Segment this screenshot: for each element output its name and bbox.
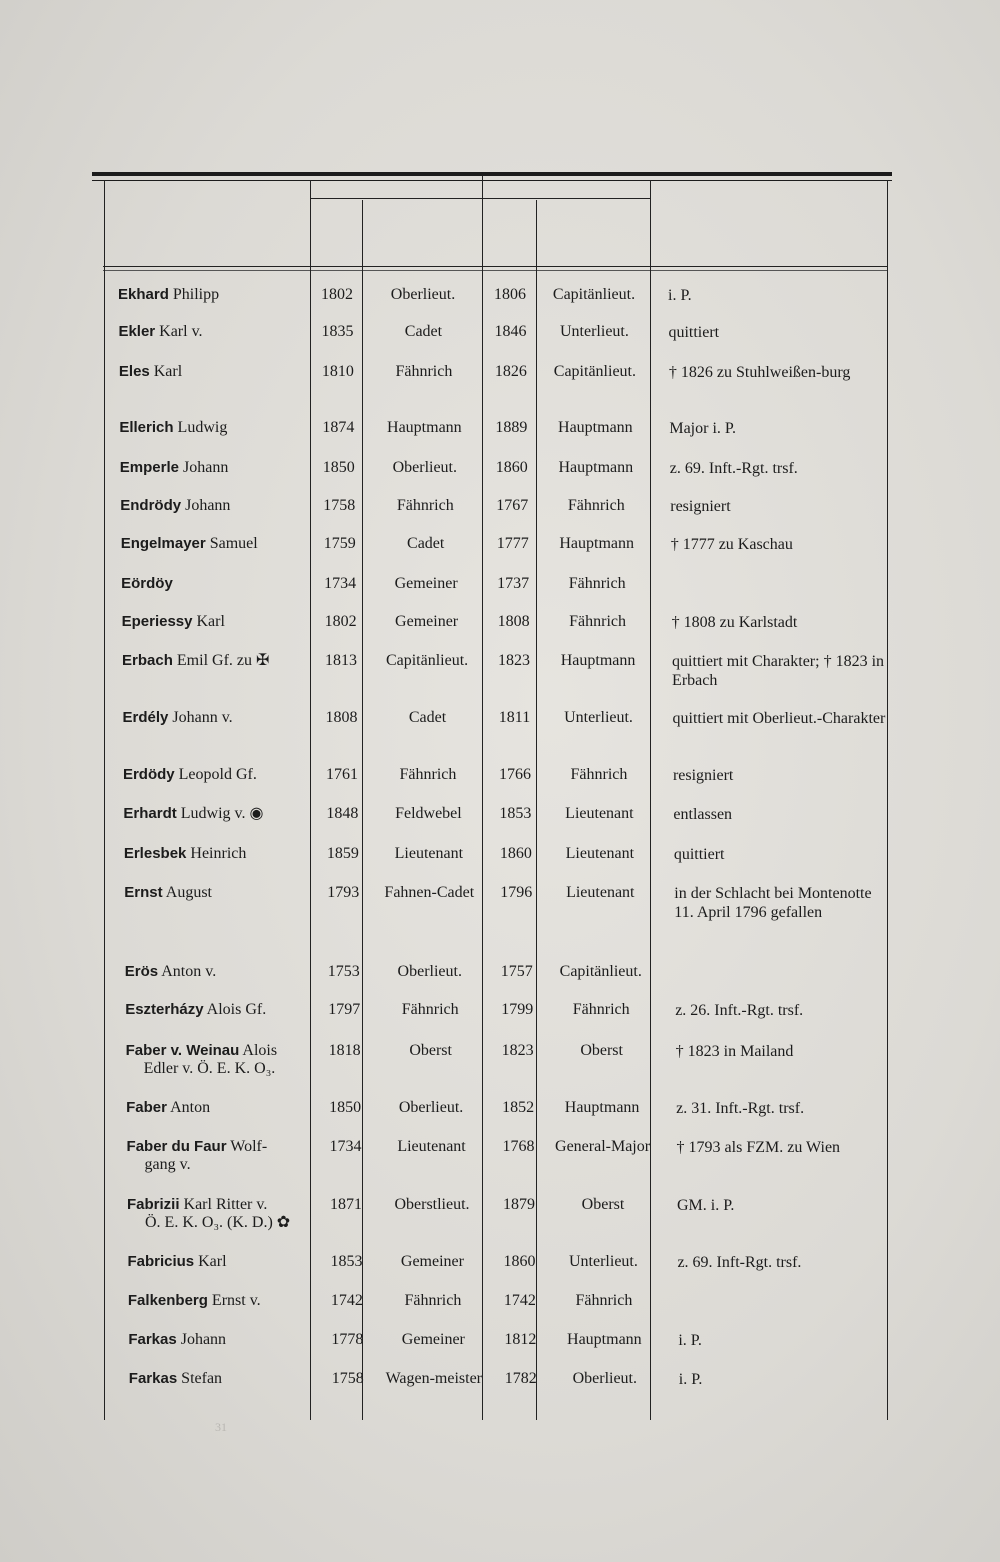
- table-top-rule: [92, 172, 892, 176]
- year-entered: 1742: [330, 1291, 363, 1309]
- rank-entered: Oberlieut.: [397, 963, 462, 980]
- officer-name: [121, 535, 258, 553]
- year-left: 1806: [494, 286, 526, 303]
- year-entered: 1797: [328, 1001, 361, 1019]
- year-left: 1853: [499, 804, 532, 822]
- surname: Ekler: [118, 323, 156, 341]
- remark: entlassen: [673, 805, 733, 823]
- name-continuation: Ö. E. K. O₃. (K. D.) ✿: [145, 1214, 291, 1231]
- rank-left: Hauptmann: [558, 419, 633, 437]
- surname: Erlesbek: [123, 845, 187, 863]
- rank-left: Lieutenant: [565, 845, 635, 863]
- rank-entered: Fähnrich: [401, 1001, 459, 1019]
- remark: z. 31. Inft.-Rgt. trsf.: [676, 1100, 805, 1118]
- officer-name: [123, 709, 233, 727]
- remark: in der Schlacht bei Montenotte 11. April 1796 gefallen: [674, 884, 872, 921]
- given-name: Heinrich: [186, 845, 247, 863]
- officer-name: [118, 286, 219, 304]
- year-entered: 1734: [324, 574, 357, 592]
- remark: z. 69. Inft.-Rgt. trsf.: [669, 459, 798, 477]
- surname: Eperiessy: [121, 613, 193, 631]
- rank-entered: Oberst: [409, 1041, 452, 1059]
- year-entered: 1835: [321, 323, 354, 341]
- year-entered: 1793: [327, 883, 360, 901]
- remark: i. P.: [678, 1370, 703, 1388]
- year-left: 1852: [502, 1099, 535, 1117]
- given-name: Ludwig v. ◉: [176, 804, 264, 822]
- officer-name: [127, 1253, 226, 1271]
- year-entered: 1753: [327, 963, 360, 980]
- year-entered: 1874: [322, 419, 355, 437]
- col-line-right: [887, 180, 888, 1420]
- year-left: 1826: [494, 362, 527, 380]
- surname: Endrödy: [120, 497, 182, 514]
- header-bottom-rule: [103, 266, 888, 267]
- surname: Ellerich: [119, 419, 174, 437]
- officer-name: [126, 1042, 277, 1078]
- officer-name: [123, 805, 263, 823]
- given-name: Anton: [166, 1099, 211, 1117]
- remark: z. 26. Inft.-Rgt. trsf.: [675, 1002, 804, 1020]
- year-entered: 1758: [331, 1369, 364, 1387]
- given-name: Anton v.: [158, 963, 217, 980]
- surname: Fabricius: [127, 1253, 195, 1271]
- rank-left: Fähnrich: [568, 574, 626, 592]
- col-line-left: [104, 180, 105, 1420]
- officer-name: [122, 652, 269, 670]
- col-line-name: [310, 180, 311, 1420]
- rank-left: Unterlieut.: [569, 1253, 638, 1271]
- surname: Faber: [126, 1099, 167, 1117]
- surname: Falkenberg: [127, 1291, 208, 1309]
- rank-left: Unterlieut.: [560, 323, 629, 341]
- officer-name: [129, 1370, 222, 1388]
- year-entered: 1871: [330, 1196, 362, 1213]
- officer-name: [128, 1331, 226, 1349]
- year-entered: 1808: [325, 709, 358, 726]
- year-left: 1823: [501, 1041, 534, 1059]
- year-entered: 1813: [325, 651, 358, 669]
- year-left: 1846: [494, 323, 527, 341]
- year-entered: 1848: [326, 804, 359, 822]
- remark: † 1823 in Mailand: [675, 1042, 794, 1060]
- remark: † 1777 zu Kaschau: [670, 536, 793, 554]
- officer-name: [127, 1138, 268, 1174]
- officer-name: [118, 323, 202, 341]
- given-name: Karl Ritter v.: [179, 1196, 268, 1213]
- surname: Ernst: [124, 883, 163, 901]
- year-left: 1742: [503, 1291, 536, 1309]
- rank-entered: Cadet: [404, 323, 443, 341]
- remark: GM. i. P.: [677, 1197, 735, 1214]
- rank-left: Hauptmann: [564, 1099, 640, 1117]
- rank-entered: Oberstlieut.: [394, 1196, 470, 1213]
- given-name: Emil Gf. zu ✠: [172, 651, 270, 669]
- rank-entered: Fähnrich: [396, 497, 454, 514]
- given-name: Stefan: [177, 1369, 223, 1387]
- given-name: Ludwig: [173, 419, 228, 437]
- officer-name: [127, 1196, 290, 1232]
- name-continuation: Edler v. Ö. E. K. O₃.: [143, 1059, 276, 1077]
- year-left: 1879: [503, 1196, 535, 1213]
- rank-entered: Gemeiner: [401, 1331, 465, 1349]
- surname: Faber v. Weinau: [125, 1041, 240, 1059]
- year-entered: 1859: [326, 845, 359, 863]
- rank-left: Oberlieut.: [572, 1369, 637, 1387]
- rank-entered: Fähnrich: [395, 362, 453, 380]
- year-entered: 1818: [328, 1041, 361, 1059]
- rank-left: Capitänlieut.: [559, 963, 642, 980]
- remark: quittiert: [668, 324, 720, 342]
- year-left: 1777: [496, 535, 529, 553]
- given-name: Alois Gf.: [203, 1001, 267, 1019]
- year-entered: 1778: [331, 1331, 364, 1349]
- given-name: Leopold Gf.: [174, 766, 257, 784]
- rank-left: Oberst: [580, 1041, 623, 1059]
- year-left: 1782: [504, 1369, 537, 1387]
- officer-name: [121, 575, 173, 593]
- surname: Erdödy: [122, 766, 175, 784]
- rank-left: Oberst: [581, 1196, 625, 1213]
- year-entered: 1758: [323, 497, 356, 514]
- rank-entered: Oberlieut.: [392, 458, 457, 476]
- header-group-rule: [310, 198, 650, 199]
- rank-entered: Gemeiner: [395, 613, 459, 631]
- rank-entered: Lieutenant: [397, 1137, 466, 1155]
- table-top-rule-thin: [92, 180, 892, 181]
- given-name: Karl: [149, 362, 183, 380]
- year-left: 1889: [495, 419, 528, 437]
- surname: Farkas: [128, 1369, 178, 1387]
- rank-left: Fähnrich: [572, 1001, 630, 1019]
- year-entered: 1802: [321, 286, 353, 303]
- rank-entered: Fähnrich: [404, 1291, 462, 1309]
- year-left: 1811: [498, 709, 531, 726]
- rank-left: Hauptmann: [560, 651, 636, 669]
- remark: resigniert: [672, 767, 734, 785]
- year-left: 1823: [498, 651, 531, 669]
- year-left: 1767: [496, 497, 529, 514]
- surname: Emperle: [119, 458, 179, 476]
- rank-left: Lieutenant: [565, 804, 634, 822]
- officer-name: [119, 363, 182, 381]
- given-name: Philipp: [168, 286, 220, 303]
- officer-name: [119, 419, 227, 437]
- remark: quittiert mit Oberlieut.-Charakter: [672, 710, 886, 727]
- given-name: Johann: [179, 458, 229, 476]
- given-name: Johann: [176, 1331, 227, 1349]
- given-name: Ernst v.: [207, 1291, 261, 1309]
- year-entered: 1734: [329, 1137, 362, 1155]
- rank-left: Unterlieut.: [564, 709, 633, 726]
- year-left: 1766: [498, 766, 531, 784]
- rank-entered: Gemeiner: [400, 1253, 464, 1271]
- given-name: Karl: [192, 613, 225, 631]
- surname: Fabrizii: [127, 1196, 180, 1213]
- header-bottom-rule-2: [103, 270, 888, 271]
- rank-entered: Feldwebel: [395, 804, 462, 822]
- rank-left: Fähnrich: [569, 613, 627, 631]
- year-left: 1808: [497, 613, 530, 631]
- rank-entered: Capitänlieut.: [385, 651, 469, 669]
- officer-name: [126, 1099, 210, 1117]
- rank-entered: Oberlieut.: [390, 286, 456, 303]
- year-left: 1799: [501, 1001, 534, 1019]
- officer-name: [128, 1292, 261, 1310]
- surname: Erdély: [122, 709, 169, 726]
- officer-name: [124, 845, 247, 863]
- year-left: 1860: [503, 1253, 536, 1271]
- rank-left: Capitänlieut.: [552, 286, 636, 303]
- surname: Eszterházy: [125, 1001, 204, 1019]
- rank-entered: Fahnen-Cadet: [384, 883, 475, 901]
- rank-entered: Oberlieut.: [398, 1099, 464, 1117]
- rank-entered: Fähnrich: [399, 766, 457, 784]
- rank-left: Hauptmann: [567, 1331, 642, 1349]
- rank-left: General-Major: [555, 1137, 651, 1155]
- year-entered: 1802: [324, 613, 357, 631]
- rank-left: Capitänlieut.: [553, 362, 636, 380]
- surname: Ekhard: [118, 286, 169, 303]
- year-left: 1796: [500, 883, 533, 901]
- bleed-through-mark: 31: [215, 1420, 227, 1434]
- year-left: 1812: [504, 1331, 537, 1349]
- remark: † 1808 zu Karlstadt: [671, 614, 798, 632]
- surname: Farkas: [128, 1331, 177, 1349]
- officer-name: [122, 613, 225, 631]
- rank-left: Fähnrich: [567, 497, 625, 514]
- given-name: Wolf-: [226, 1137, 268, 1155]
- given-name: Johann v.: [168, 709, 233, 726]
- rank-entered: Lieutenant: [394, 845, 464, 863]
- officer-name: [124, 884, 212, 902]
- year-entered: 1853: [330, 1253, 363, 1271]
- officer-name: [125, 1001, 266, 1019]
- given-name: August: [162, 883, 212, 901]
- rank-entered: Cadet: [407, 535, 445, 553]
- remark: i. P.: [668, 287, 692, 304]
- given-name: Karl v.: [155, 323, 203, 341]
- given-name: Karl: [194, 1253, 227, 1271]
- surname: Eördöy: [121, 574, 173, 592]
- year-left: 1860: [495, 458, 528, 476]
- name-continuation: gang v.: [144, 1155, 191, 1173]
- surname: Eles: [118, 362, 150, 380]
- year-entered: 1850: [329, 1099, 362, 1117]
- year-entered: 1759: [323, 535, 356, 553]
- given-name: Alois: [239, 1041, 278, 1059]
- surname: Faber du Faur: [126, 1137, 227, 1155]
- rank-left: Hauptmann: [559, 535, 635, 553]
- remark: † 1826 zu Stuhlweißen-burg: [668, 363, 851, 381]
- remark: quittiert mit Charakter; † 1823 in Erbach: [672, 652, 885, 689]
- year-left: 1768: [502, 1137, 535, 1155]
- surname: Erbach: [122, 651, 173, 669]
- year-entered: 1810: [321, 362, 354, 380]
- officer-name: [125, 963, 216, 981]
- remark: i. P.: [678, 1332, 702, 1350]
- surname: Erös: [124, 963, 159, 980]
- year-entered: 1850: [322, 458, 355, 476]
- rank-left: Fähnrich: [570, 766, 628, 784]
- remark: † 1793 als FZM. zu Wien: [676, 1138, 841, 1156]
- year-left: 1860: [499, 845, 532, 863]
- rank-left: Fähnrich: [575, 1291, 633, 1309]
- officer-name: [123, 766, 257, 784]
- year-entered: 1761: [325, 766, 358, 784]
- rank-entered: Cadet: [408, 709, 447, 726]
- year-left: 1737: [497, 574, 530, 592]
- rank-left: Hauptmann: [558, 458, 634, 476]
- remark: resigniert: [670, 498, 731, 515]
- rank-left: Lieutenant: [566, 883, 635, 901]
- rank-entered: Hauptmann: [387, 419, 462, 437]
- rank-entered: Gemeiner: [394, 574, 458, 592]
- surname: Engelmayer: [120, 535, 206, 553]
- year-left: 1757: [500, 963, 533, 980]
- surname: Erhardt: [123, 804, 177, 822]
- officer-name: [120, 497, 230, 515]
- given-name: Samuel: [205, 535, 258, 553]
- remark: Major i. P.: [669, 420, 737, 438]
- rank-entered: Wagen-meister: [385, 1369, 483, 1387]
- officer-name: [120, 459, 229, 477]
- remark: quittiert: [673, 846, 725, 864]
- remark: z. 69. Inft-Rgt. trsf.: [677, 1254, 802, 1272]
- given-name: Johann: [181, 497, 231, 514]
